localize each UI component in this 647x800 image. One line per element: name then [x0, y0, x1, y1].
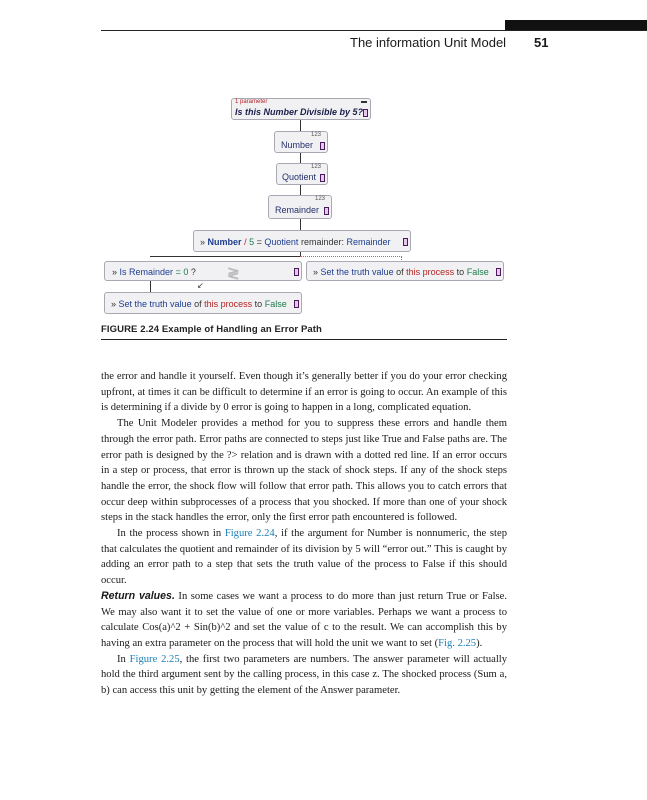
running-title: The information Unit Model: [350, 35, 507, 50]
keyword-remainder: remainder:: [300, 237, 344, 247]
divide-step[interactable]: [193, 230, 411, 252]
run-in-heading: Return values.: [101, 589, 175, 602]
port-icon[interactable]: [320, 142, 325, 150]
relation-icon: ≷: [227, 265, 240, 282]
of-text: of: [396, 267, 404, 277]
step-marker: »: [313, 267, 319, 277]
remainder-label: Remainder: [275, 205, 320, 215]
process-node[interactable]: [231, 98, 371, 120]
step-marker: »: [200, 237, 206, 247]
action-text: Set the truth value: [320, 267, 394, 277]
operator-equals: =: [175, 267, 181, 277]
remainder-node[interactable]: [268, 195, 332, 219]
false-arrow-icon: ↙: [197, 281, 204, 290]
figure-caption: [101, 324, 322, 335]
connector: [300, 219, 301, 230]
operator-divide: /: [244, 237, 247, 247]
process-title: Is this Number Divisible by 5?: [235, 107, 364, 117]
paragraph: In Figure 2.25, the first two parameters are numbers. The answer parameter will actually hold the third argument sent by the calling process, in this case z. The shocked process (Sum a, b) can access this unit by getting the element of the Answer parameter.: [101, 653, 508, 697]
number-node[interactable]: [274, 131, 328, 153]
caption-rule: [101, 339, 507, 340]
process-ref: this process: [204, 299, 253, 309]
question-mark: ?: [190, 267, 196, 277]
port-icon[interactable]: [320, 174, 325, 182]
caption-text: Example of Handling an Error Path: [161, 324, 322, 335]
result-remainder: Remainder: [346, 237, 391, 247]
process-ref: this process: [406, 267, 455, 277]
number-label: Number: [281, 140, 314, 150]
to-text: to: [456, 267, 465, 277]
error-path-line: [300, 256, 402, 257]
paragraph: The Unit Modeler provides a method for you to suppress these errors and handle them through the error path. Error paths are connected to steps just like True and False paths are. The error path is designed by the ?> relation and is drawn with a dotted red line. If an error occurs in a step or process, that error is thrown up the stack of shock steps. If any of the shock steps handle the error, the shock flow will follow that error path. This allows you to catch errors that occur deep within subprocesses of a process that you shocked. If more than one of your shock steps in the stack handles the error, only the first error path encountered is followed.: [101, 418, 507, 524]
quotient-label: Quotient: [282, 172, 317, 182]
port-icon[interactable]: [294, 268, 299, 276]
param-label: 1 parameter: [235, 99, 268, 105]
numeric-badge: 123: [314, 196, 325, 202]
false-value: False: [264, 299, 287, 309]
body-text: [101, 369, 507, 699]
false-value: False: [466, 267, 489, 277]
port-icon[interactable]: [324, 207, 329, 215]
step-marker: »: [112, 267, 118, 277]
paragraph: In the process shown in Figure 2.24, if the argument for Number is nonnumeric, the step that calculates the quotient and remainder of its division by 5 will “error out.” This is caught by adding an error path to a step that sets the truth value of the process to False if this should occur.: [101, 528, 507, 587]
port-icon[interactable]: [363, 109, 368, 117]
operator-equals: =: [256, 237, 262, 247]
port-icon[interactable]: [403, 238, 408, 246]
minimize-icon[interactable]: [361, 101, 367, 103]
operand-number: Number: [207, 237, 242, 247]
divisor: 5: [249, 237, 255, 247]
result-quotient: Quotient: [264, 237, 299, 247]
numeric-badge: 123: [310, 164, 321, 170]
paragraph: Return values. In some cases we want a process to do more than just return True or False. We may also want it to set the value of one or more variables. Perhaps we want a process to calculate Cos(a)^2 + Sin(b)^2 and set the value of c to the result. We can accomplish this by having an extra parameter on the process that will hold the unit we want to set (Fig. 2.25).: [101, 589, 507, 649]
caption-label: FIGURE 2.24: [101, 324, 160, 335]
compare-value: 0: [183, 267, 189, 277]
condition-text: Is Remainder: [119, 267, 174, 277]
step-marker: »: [111, 299, 117, 309]
check-step[interactable]: [104, 261, 302, 281]
connector: [150, 256, 300, 257]
figure-link[interactable]: Fig. 2.25: [438, 637, 477, 649]
paragraph: the error and handle it yourself. Even though it’s generally better if you do your error checking upfront, at times it can be difficult to determine if an error is going to occur. An example of this is determining if a divide by 0 error is going to happen in a long, complicated equation.: [101, 371, 507, 414]
of-text: of: [194, 299, 202, 309]
figure-link[interactable]: Figure 2.25: [129, 653, 180, 665]
port-icon[interactable]: [294, 300, 299, 308]
port-icon[interactable]: [496, 268, 501, 276]
to-text: to: [254, 299, 263, 309]
quotient-node[interactable]: [276, 163, 328, 185]
page-number: 51: [534, 35, 549, 50]
header-rule: [101, 30, 647, 31]
false-path-step[interactable]: [104, 292, 302, 314]
figure-link[interactable]: Figure 2.24: [224, 528, 275, 540]
action-text: Set the truth value: [118, 299, 192, 309]
numeric-badge: 123: [310, 132, 321, 138]
error-target-step[interactable]: [306, 261, 504, 281]
